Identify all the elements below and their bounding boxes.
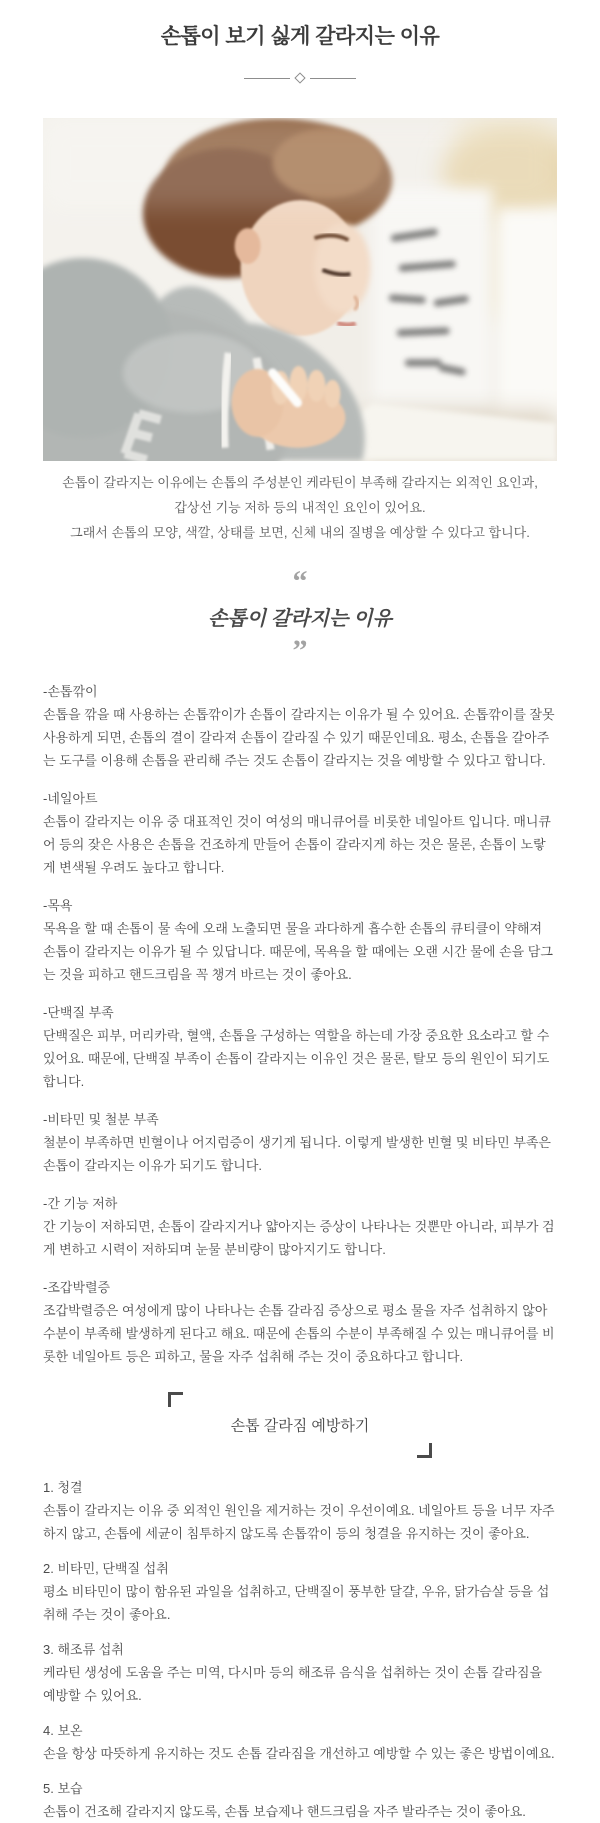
decorative-divider [0, 74, 600, 82]
tip-heading: 4. 보온 [43, 1723, 83, 1738]
divider-line-right [310, 78, 356, 79]
close-quote-icon: ” [292, 634, 308, 667]
reasons-list [0, 680, 600, 1368]
diamond-icon [294, 72, 305, 83]
reason-section [43, 1192, 557, 1261]
open-quote-icon: “ [292, 565, 308, 598]
prevention-title: 손톱 갈라짐 예방하기 [230, 1417, 370, 1435]
reason-body: 단백질은 피부, 머리카락, 혈액, 손톱을 구성하는 역할을 하는데 가장 중요한 요소라고 할 수 있어요. 때문에, 단백질 부족이 손톱이 갈라지는 이유인 것은 물론, 탈모 등의 원인이 되기도 합니다. [43, 1028, 550, 1089]
page-title: 손톱이 보기 싫게 갈라지는 이유 [160, 25, 440, 48]
reason-section [43, 1276, 557, 1368]
tip-heading: 5. 보습 [43, 1781, 83, 1796]
reason-heading: -손톱깎이 [43, 684, 98, 699]
tip-item [43, 1719, 557, 1765]
caption-line: 손톱이 갈라지는 이유에는 손톱의 주성분인 케라틴이 부족해 갈라지는 외적인 요인과, [62, 475, 538, 490]
reason-heading: -조갑박렬증 [43, 1280, 111, 1295]
reason-body: 손톱을 깎을 때 사용하는 손톱깎이가 손톱이 갈라지는 이유가 될 수 있어요. 손톱깎이를 잘못 사용하게 되면, 손톱의 결이 갈라져 손톱이 갈라질 수 있기 때문인데요. 평소, 손톱을 갈아주는 도구를 이용해 손톱을 관리해 주는 것도 손톱이 갈라지는 것을 예방할 수 있다고 합니다. [43, 707, 555, 768]
tip-item [43, 1557, 557, 1626]
reason-section [43, 1001, 557, 1093]
reason-section [43, 894, 557, 986]
hero-photo-illustration [43, 118, 557, 461]
reason-heading: -간 기능 저하 [43, 1196, 118, 1211]
corner-bracket-bottom-right-icon [417, 1443, 432, 1458]
reason-body: 손톱이 갈라지는 이유 중 대표적인 것이 여성의 매니큐어를 비롯한 네일아트 입니다. 매니큐어 등의 잦은 사용은 손톱을 건조하게 만들어 손톱이 갈라지게 하는 것은 물론, 손톱이 노랗게 변색될 우려도 높다고 합니다. [43, 814, 551, 875]
prevention-tips-list [43, 1476, 557, 1823]
tip-body: 손톱이 건조해 갈라지지 않도록, 손톱 보습제나 핸드크림을 자주 발라주는 것이 좋아요. [43, 1804, 526, 1819]
caption-line: 갑상선 기능 저하 등의 내적인 요인이 있어요. [174, 500, 426, 515]
reason-heading: -네일아트 [43, 791, 98, 806]
reason-body: 철분이 부족하면 빈혈이나 어지럼증이 생기게 됩니다. 이렇게 발생한 빈혈 및 비타민 부족은 손톱이 갈라지는 이유가 되기도 합니다. [43, 1135, 551, 1173]
reason-section [43, 1108, 557, 1177]
caption-line: 그래서 손톱의 모양, 색깔, 상태를 보면, 신체 내의 질병을 예상할 수 있다고 합니다. [70, 525, 530, 540]
reason-body: 목욕을 할 때 손톱이 물 속에 오래 노출되면 물을 과다하게 흡수한 손톱의 큐티클이 약해져 손톱이 갈라지는 이유가 될 수 있답니다. 때문에, 목욕을 할 때에는 오랜 시간 물에 손을 담그는 것을 피하고 핸드크림을 꼭 챙겨 바르는 것이 좋아요. [43, 921, 553, 982]
reason-heading: -비타민 및 철분 부족 [43, 1112, 159, 1127]
tip-body: 케라틴 생성에 도움을 주는 미역, 다시마 등의 해조류 음식을 섭취하는 것이 손톱 갈라짐을 예방할 수 있어요. [43, 1665, 543, 1703]
quote-section [0, 565, 600, 667]
reason-section [43, 680, 557, 772]
tip-heading: 2. 비타민, 단백질 섭취 [43, 1561, 169, 1576]
reason-heading: -목욕 [43, 898, 73, 913]
tip-heading: 1. 청결 [43, 1480, 83, 1495]
tip-item [43, 1777, 557, 1823]
prevention-header [43, 1392, 557, 1458]
reason-section [43, 787, 557, 879]
tip-item [43, 1476, 557, 1545]
reason-body: 조갑박렬증은 여성에게 많이 나타나는 손톱 갈라짐 증상으로 평소 물을 자주 섭취하지 않아 수분이 부족해 발생하게 된다고 해요. 때문에 손톱의 수분이 부족해질 수 있는 매니큐어를 비롯한 네일아트 등은 피하고, 물을 자주 섭취해 주는 것이 중요하다고 합니다. [43, 1303, 555, 1364]
reason-body: 간 기능이 저하되면, 손톱이 갈라지거나 얇아지는 증상이 나타나는 것뿐만 아니라, 피부가 검게 변하고 시력이 저하되며 눈물 분비량이 많아지기도 합니다. [43, 1219, 555, 1257]
reason-heading: -단백질 부족 [43, 1005, 114, 1020]
divider-line-left [244, 78, 290, 79]
tip-heading: 3. 해조류 섭취 [43, 1642, 124, 1657]
quote-section-title: 손톱이 갈라지는 이유 [208, 608, 392, 630]
hero-photo [43, 118, 557, 461]
tip-body: 평소 비타민이 많이 함유된 과일을 섭취하고, 단백질이 풍부한 달걀, 우유, 닭가슴살 등을 섭취해 주는 것이 좋아요. [43, 1584, 550, 1622]
tip-item [43, 1638, 557, 1707]
prevention-section [0, 1392, 600, 1823]
corner-bracket-top-left-icon [168, 1392, 183, 1407]
tip-body: 손톱이 갈라지는 이유 중 외적인 원인을 제거하는 것이 우선이예요. 네일아트 등을 너무 자주하지 않고, 손톱에 세균이 침투하지 않도록 손톱깎이 등의 청결을 유지하는 것이 좋아요. [43, 1503, 555, 1541]
photo-caption [0, 470, 600, 545]
tip-body: 손을 항상 따뜻하게 유지하는 것도 손톱 갈라짐을 개선하고 예방할 수 있는 좋은 방법이예요. [43, 1746, 555, 1761]
